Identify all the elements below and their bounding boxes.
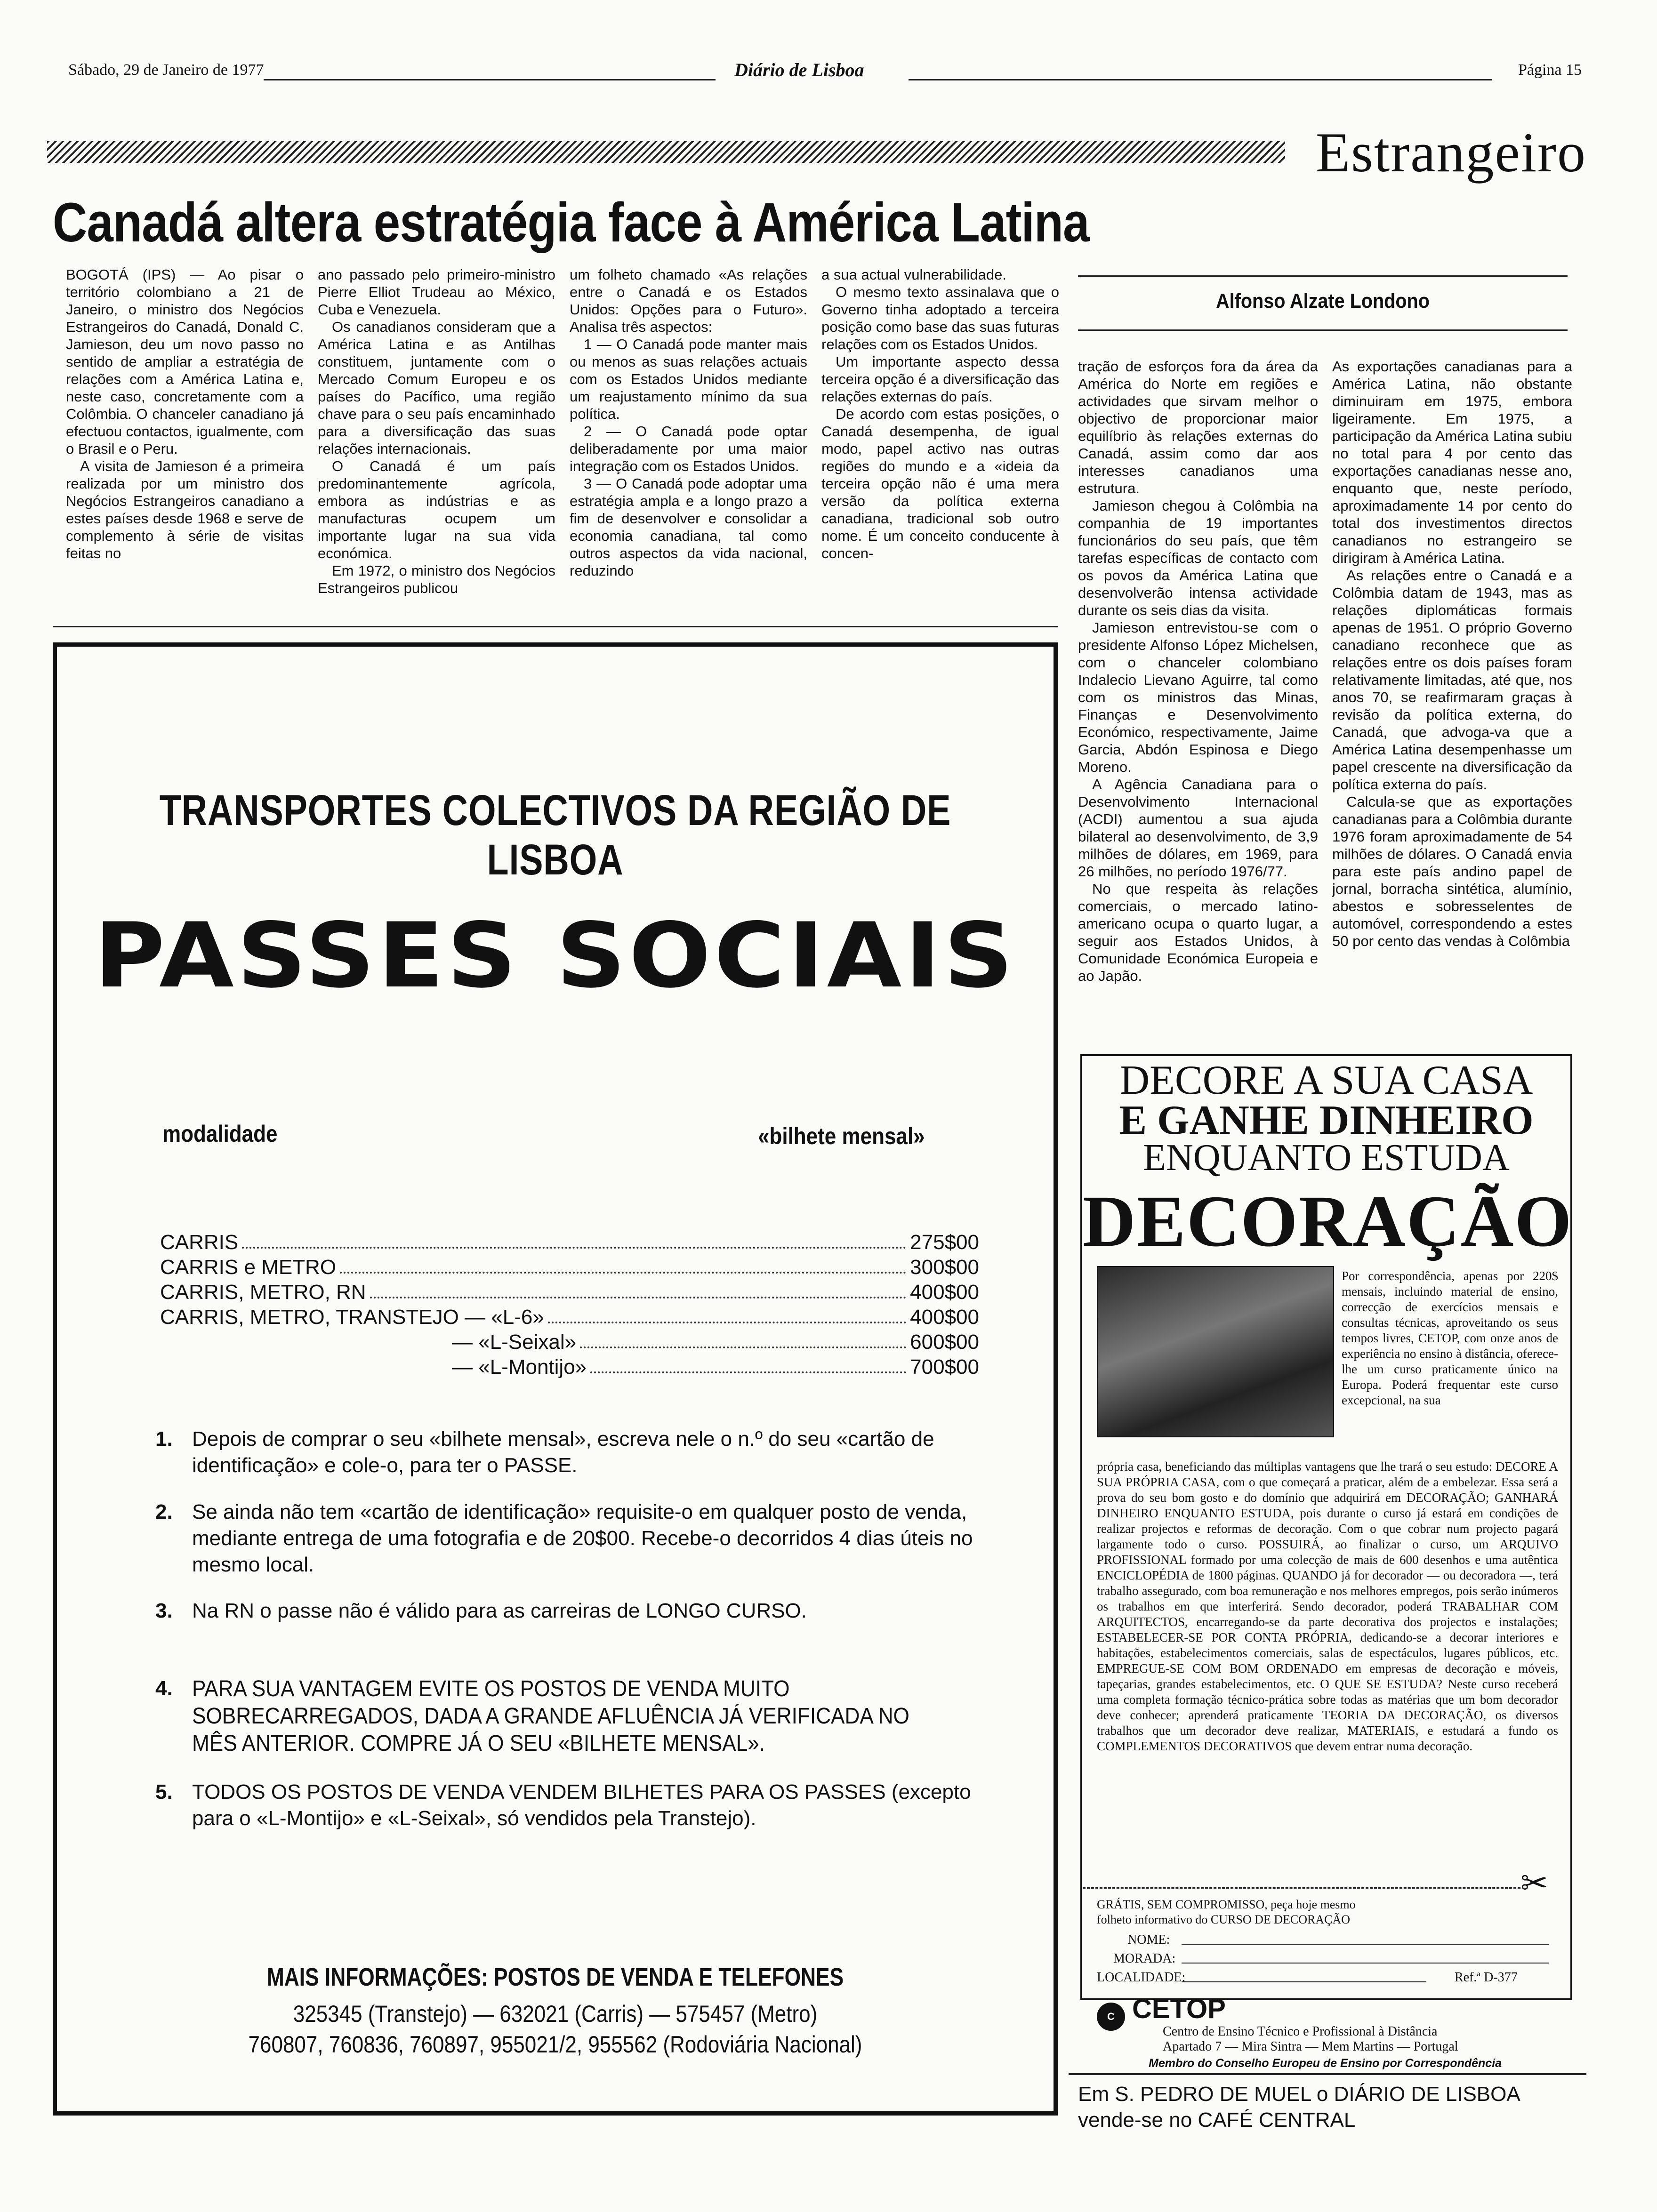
notice-line-2: vende-se no CAFÉ CENTRAL — [1078, 2108, 1356, 2132]
instruction-item — [155, 1499, 1003, 1578]
paragraph: As relações entre o Canadá e a Colômbia datam de 1943, mas as relações diplomáticas formais apenas de 1951. O próprio Governo canadiano reconhece que as relações entre os dois países foram relativamente limitadas, até que, nos anos 70, se reafirmaram graças à revisão da política externa, do Canadá, que advoga-va que a América Latina desempenhasse um papel crescente na diversificação da política externa do país. — [1332, 567, 1572, 793]
item-number: 3. — [155, 1599, 173, 1622]
price-row — [452, 1330, 979, 1354]
article-byline: Alfonso Alzate Londono — [1216, 289, 1430, 313]
coupon-locality-label: LOCALIDADE: — [1097, 1970, 1186, 1985]
price-value: 275$00 — [910, 1231, 979, 1254]
price-value: 300$00 — [910, 1256, 979, 1279]
issue-date: Sábado, 29 de Janeiro de 1977 — [68, 61, 264, 79]
item-text: Na RN o passe não é válido para as carreiras de LONGO CURSO. — [192, 1599, 807, 1622]
cetop-member-line: Membro do Conselho Europeu de Ensino por Correspondência — [1149, 2057, 1502, 2070]
coupon-line-1: GRÁTIS, SEM COMPROMISSO, peça hoje mesmo — [1097, 1898, 1356, 1911]
cetop-line-3: ENQUANTO ESTUDA — [1143, 1137, 1510, 1178]
price-value: 700$00 — [910, 1355, 979, 1378]
article-column-5 — [1078, 358, 1318, 1050]
bilhete-mensal-label: «bilhete mensal» — [758, 1123, 925, 1149]
coupon-name-label: NOME: — [1127, 1932, 1170, 1947]
price-label: CARRIS, METRO, RN — [160, 1281, 366, 1304]
leader-dots — [370, 1281, 907, 1298]
item-number: 4. — [155, 1677, 173, 1700]
cetop-logo-icon: C — [1097, 2003, 1125, 2031]
article-column-2 — [318, 266, 555, 624]
price-value: 600$00 — [910, 1330, 979, 1354]
section-hatch-bar — [47, 141, 1285, 163]
scissors-icon: ✂ — [1520, 1865, 1548, 1901]
paragraph: As exportações canadianas para a América Latina, não obstante diminuiram em 1975, embora ligeiramente. Em 1975, a participação da América Latina subiu no total para 4 por cento das exportações canadianas nesse ano, enquanto que, neste período, aproximadamente 14 por cento do total dos investimentos directos canadianos no estrangeiro se dirigiram à América Latina. — [1332, 358, 1572, 566]
price-row — [160, 1281, 979, 1304]
item-text: Se ainda não tem «cartão de identificação» requisite-o em qualquer posto de venda, mediante entrega de uma fotografia e de 20$00. Recebe-o decorridos 4 dias úteis no mesmo local. — [192, 1500, 973, 1576]
item-number: 2. — [155, 1500, 173, 1523]
byline-rule-bottom — [1078, 329, 1568, 331]
instruction-item — [155, 1675, 1003, 1757]
instruction-item — [155, 1598, 1003, 1624]
article-column-1 — [66, 266, 304, 624]
page-number: Página 15 — [1518, 61, 1582, 79]
item-text: PARA SUA VANTAGEM EVITE OS POSTOS DE VENDA MUITO SOBRECARREGADOS, DADA A GRANDE AFLUÊNCIA JÁ VERIFICADA NO MÊS ANTERIOR. COMPRE JÁ O SEU «BILHETE MENSAL». — [192, 1676, 909, 1756]
item-text: Depois de comprar o seu «bilhete mensal», escreva nele o n.º do seu «cartão de identificação» e cole-o, para ter o PASSE. — [192, 1427, 934, 1477]
modalidade-label: modalidade — [162, 1121, 278, 1147]
phones-line-2: 760807, 760836, 760897, 955021/2, 955562 (Rodoviária Nacional) — [248, 2031, 862, 2058]
cetop-brand: CETOP — [1132, 1994, 1226, 2024]
paragraph: um folheto chamado «As relações entre o Canadá e os Estados Unidos: Opções para o Futuro». Analisa três aspectos: — [570, 266, 807, 335]
coupon-name-field[interactable] — [1182, 1944, 1549, 1945]
price-row — [452, 1355, 979, 1379]
paragraph: Em 1972, o ministro dos Negócios Estrangeiros publicou — [318, 562, 555, 596]
leader-dots — [548, 1306, 906, 1323]
article-column-6 — [1332, 358, 1572, 1050]
price-value: 400$00 — [910, 1281, 979, 1304]
paragraph: A visita de Jamieson é a primeira realizada por um ministro dos Negócios Estrangeiros canadiano a estes países desde 1968 e serve de complemento à série de visitas feitas no — [66, 458, 304, 561]
header-rule-right — [909, 79, 1492, 80]
item-number: 1. — [155, 1427, 173, 1451]
instruction-item — [155, 1779, 1003, 1832]
cetop-address-1: Centro de Ensino Técnico e Profissional à Distância — [1163, 2024, 1438, 2039]
price-label: CARRIS, METRO, TRANSTEJO — «L-6» — [160, 1306, 544, 1329]
paragraph: De acordo com estas posições, o Canadá desempenha, de igual modo, papel activo nas outras regiões do mundo e a «ideia da terceira opção não é uma mera versão da política externa canadiana, tradicional sob outro nome. É um conceito conducente à concen- — [821, 406, 1059, 561]
paragraph: Calcula-se que as exportações canadianas para a Colômbia durante 1976 foram aproximadamente de 54 milhões de dólares. O Canadá envia para este país andino papel de jornal, borracha sintética, alumínio, abestos e sobresselentes de automóvel, correspondendo a estes 50 por cento das vendas à Colômbia — [1332, 793, 1572, 949]
price-label: — «L-Seixal» — [452, 1330, 577, 1354]
price-label: CARRIS e METRO — [160, 1256, 337, 1279]
ad-title: TRANSPORTES COLECTIVOS DA REGIÃO DE LISBOA — [159, 786, 951, 884]
paragraph: O Canadá é um país predominantemente agrícola, embora as indústrias e as manufacturas ocupem um importante lugar na sua vida económica. — [318, 458, 555, 561]
article-headline: Canadá altera estratégia face à América Latina — [53, 192, 1089, 254]
paragraph: Jamieson entrevistou-se com o presidente Alfonso López Michelsen, com o chanceler colombiano Indalecio Lievano Aguirre, tal como com os ministros das Minas, Finanças e Desenvolvimento Económico, respectivamente, Jaime Garcia, Abdón Espinosa e Diego Moreno. — [1078, 619, 1318, 775]
info-title: MAIS INFORMAÇÕES: POSTOS DE VENDA E TELEFONES — [266, 1963, 844, 1991]
coupon-cut-line — [1083, 1887, 1520, 1889]
item-text: TODOS OS POSTOS DE VENDA VENDEM BILHETES PARA OS PASSES (excepto para o «L-Montijo» e «L-Seixal», só vendidos pela Transtejo). — [192, 1780, 971, 1830]
room-photo — [1097, 1266, 1334, 1437]
paragraph: Jamieson chegou à Colômbia na companhia de 19 importantes funcionários do seu país, que têm tarefas específicas de contacto com os povos da América Latina que desenvolverão intensa actividade durante os seis dias da visita. — [1078, 497, 1318, 618]
masthead: Diário de Lisboa — [734, 59, 864, 80]
cetop-side-text: Por correspondência, apenas por 220$ mensais, incluindo material de ensino, correcção de exercícios mensais e consultas técnicas, aproveitando os seus tempos livres, CETOP, com onze anos de experiência no ensino à distância, oferece-lhe um curso praticamente único na Europa. Poderá frequentar este curso excepcional, na sua — [1342, 1269, 1558, 1407]
paragraph: tração de esforços fora da área da América do Norte em regiões e actividades que sirvam melhor o objectivo de proporcionar maior equilíbrio às relações externas do Canadá, assim como dar aos interesses canadianos uma estrutura. — [1078, 358, 1318, 497]
article-bottom-rule — [53, 626, 1058, 627]
price-row — [160, 1231, 979, 1254]
paragraph: 2 — O Canadá pode optar deliberadamente por uma maior integração com os Estados Unidos. — [570, 423, 807, 474]
cetop-address-2: Apartado 7 — Mira Sintra — Mem Martins — Portugal — [1163, 2039, 1458, 2054]
coupon-line-2: folheto informativo do CURSO DE DECORAÇÃO — [1097, 1913, 1351, 1926]
price-row — [160, 1306, 979, 1329]
coupon-address-label: MORADA: — [1113, 1951, 1176, 1966]
leader-dots — [242, 1231, 906, 1249]
section-title: Estrangeiro — [1315, 121, 1586, 184]
item-number: 5. — [155, 1780, 173, 1803]
paragraph: 1 — O Canadá pode manter mais ou menos as suas relações actuais com os Estados Unidos mediante um reajustamento mínimo da sua política. — [570, 336, 807, 422]
article-column-3 — [570, 266, 807, 624]
byline-rule-top — [1078, 275, 1568, 277]
leader-dots — [580, 1330, 906, 1348]
paragraph: No que respeita às relações comerciais, o mercado latino-americano ocupa o quarto lugar, a seguir aos Estados Unidos, à Comunidade Económica Europeia e ao Japão. — [1078, 881, 1318, 984]
paragraph: a sua actual vulnerabilidade. — [821, 266, 1006, 283]
paragraph: BOGOTÁ (IPS) — Ao pisar o território colombiano a 21 de Janeiro, o ministro dos Negócios Estrangeiros do Canadá, Donald C. Jamieson, deu um novo passo no sentido de ampliar a estratégia de relações com a América Latina e, neste caso, concretamente com a Colômbia. O chanceler canadiano já efectuou contactos, igualmente, com o Brasil e o Peru. — [66, 266, 304, 457]
price-row — [160, 1256, 979, 1279]
paragraph: ano passado pelo primeiro-ministro Pierre Elliot Trudeau ao México, Cuba e Venezuela. — [318, 266, 555, 318]
paragraph: A Agência Canadiana para o Desenvolvimento Internacional (ACDI) aumentou a sua ajuda bilateral ao desenvolvimento, de 3,9 milhões de dólares, em 1969, para 26 milhões, no período 1976/77. — [1078, 776, 1318, 880]
paragraph: Os canadianos consideram que a América Latina e as Antilhas constituem, juntamente com o Mercado Comum Europeu e os países do Pacífico, uma região chave para o seu país encaminhado para a diversificação das suas relações internacionais. — [318, 319, 555, 457]
phones-line-1: 325345 (Transtejo) — 632021 (Carris) — 575457 (Metro) — [293, 2001, 818, 2027]
price-value: 400$00 — [910, 1306, 979, 1329]
paragraph: O mesmo texto assinalava que o Governo tinha adoptado a terceira posição como base das suas futuras relações com os Estados Unidos. — [821, 284, 1059, 353]
notice-line-1: Em S. PEDRO DE MUEL o DIÁRIO DE LISBOA — [1078, 2083, 1520, 2106]
instruction-item — [155, 1426, 1003, 1479]
price-label: — «L-Montijo» — [452, 1355, 587, 1378]
cetop-line-2: E GANHE DINHEIRO — [1119, 1098, 1534, 1143]
paragraph: 3 — O Canadá pode adoptar uma estratégia ampla e a longo prazo a fim de desenvolver e consolidar a economia canadiana, tal como outros aspectos da vida nacional, reduzindo — [570, 475, 807, 579]
leader-dots — [590, 1355, 906, 1373]
ad-headline: PASSES SOCIAIS — [94, 904, 1016, 1008]
article-column-4 — [821, 266, 1059, 624]
coupon-address-field[interactable] — [1182, 1963, 1549, 1964]
cetop-line-1: DECORE A SUA CASA — [1119, 1058, 1533, 1103]
paragraph: Um importante aspecto dessa terceira opção é a diversificação das relações externas do país. — [821, 353, 1059, 405]
leader-dots — [340, 1256, 906, 1274]
price-label: CARRIS — [160, 1231, 239, 1254]
coupon-locality-field[interactable] — [1182, 1981, 1426, 1982]
header-rule-left — [264, 79, 716, 80]
coupon-ref: Ref.ª D-377 — [1455, 1970, 1518, 1985]
bottom-box-rule — [1069, 2073, 1586, 2075]
cetop-headline: DECORAÇÃO — [1083, 1180, 1573, 1262]
cetop-body-text: própria casa, beneficiando das múltiplas vantagens que lhe trará o seu estudo: DECORE A SUA PRÓPRIA CASA, com o que começará a praticar, além de a embelezar. Essa será a prova do seu bom gosto e do domínio que adquirirá em DECORAÇÃO; GANHARÁ DINHEIRO ENQUANTO ESTUDA, pois durante o curso já estará em condições de realizar projectos e reformas de decoração. Com o que cobrar num projecto pagará largamente todo o curso. POSSUIRÁ, ao finalizar o curso, um ARQUIVO PROFISSIONAL formado por uma colecção de mais de 600 desenhos e uma autêntica ENCICLOPÉDIA de 1800 páginas. QUANDO já for decorador — ou decoradora —, terá trabalho assegurado, com boa remuneração e nos melhores empregos, pois serão inúmeros os trabalhos em que interferirá. Sendo decorador, poderá TRABALHAR COM ARQUITECTOS, encarregando-se da parte decorativa dos projectos e instalações; ESTABELECER-SE POR CONTA PRÓPRIA, dedicando-se a decorar interiores e habitações, estabelecimentos comerciais, salas de espectáculos, lugares públicos, etc. EMPREGUE-SE COM BOM ORDENADO em empresas de decoração e móveis, tapeçarias, grandes estabelecimentos, etc. O QUE SE ESTUDA? Neste curso receberá uma completa formação técnico-prática sobre todas as matérias que um bom decorador deve conhecer; aprenderá praticamente TEORIA DA DECORAÇÃO, os diversos trabalhos que um decorador deve realizar, MATERIAIS, e estudará a fundo os COMPLEMENTOS DECORATIVOS que devem entrar numa decoração. — [1097, 1459, 1558, 1753]
